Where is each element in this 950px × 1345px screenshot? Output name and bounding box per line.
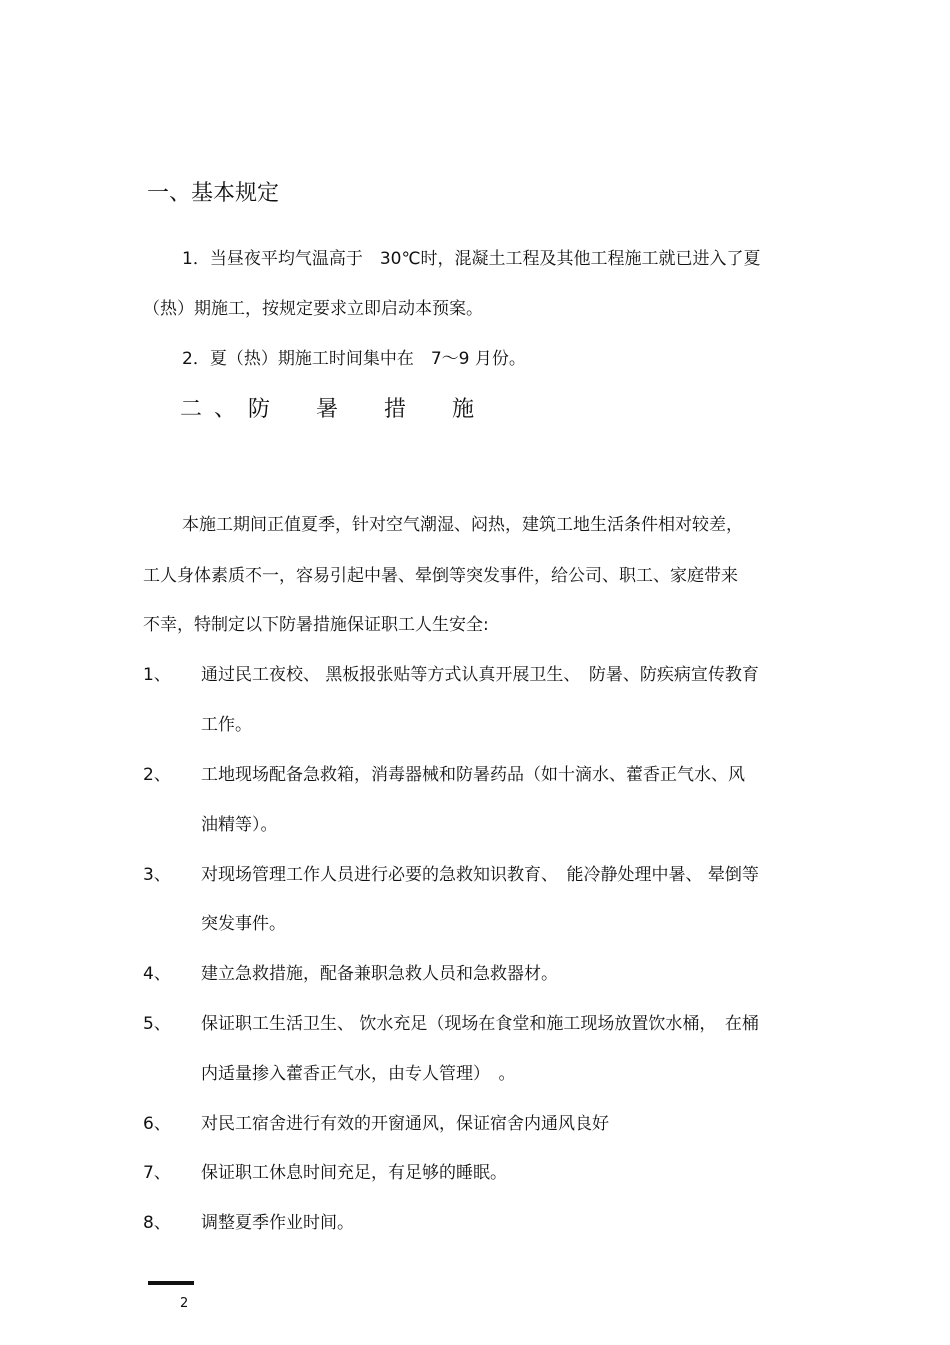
list-item-number: 1、 bbox=[143, 665, 171, 685]
section-1-paragraph-2: 2．夏（热）期施工时间集中在 7～9 月份。 bbox=[182, 349, 526, 369]
list-item-text: 保证职工生活卫生、 饮水充足（现场在食堂和施工现场放置饮水桶， 在桶 bbox=[201, 1014, 759, 1034]
list-item-number: 3、 bbox=[143, 865, 171, 885]
section-1-paragraph-1-line-2: （热）期施工，按规定要求立即启动本预案。 bbox=[143, 299, 483, 319]
list-item-number: 5、 bbox=[143, 1014, 171, 1034]
list-item-number: 8、 bbox=[143, 1213, 171, 1233]
list-item-continuation: 突发事件。 bbox=[201, 914, 286, 934]
list-item-number: 7、 bbox=[143, 1163, 171, 1183]
section-2-heading: 二、防 暑 措 施 bbox=[180, 397, 487, 422]
list-item-number: 4、 bbox=[143, 964, 171, 984]
footer-rule bbox=[148, 1281, 194, 1285]
list-item-number: 6、 bbox=[143, 1114, 171, 1134]
list-item-text: 工地现场配备急救箱，消毒器械和防暑药品（如十滴水、藿香正气水、风 bbox=[201, 765, 745, 785]
intro-line-2: 工人身体素质不一，容易引起中暑、晕倒等突发事件，给公司、职工、家庭带来 bbox=[143, 566, 738, 586]
list-item-text: 对民工宿舍进行有效的开窗通风，保证宿舍内通风良好 bbox=[201, 1114, 609, 1134]
intro-line-1: 本施工期间正值夏季，针对空气潮湿、闷热，建筑工地生活条件相对较差， bbox=[182, 515, 743, 535]
list-item-text: 建立急救措施，配备兼职急救人员和急救器材。 bbox=[201, 964, 558, 984]
list-item-text: 对现场管理工作人员进行必要的急救知识教育、 能冷静处理中暑、 晕倒等 bbox=[201, 865, 759, 885]
list-item-number: 2、 bbox=[143, 765, 171, 785]
intro-line-3: 不幸，特制定以下防暑措施保证职工人生安全: bbox=[143, 615, 489, 635]
list-item-continuation: 内适量掺入藿香正气水，由专人管理） 。 bbox=[201, 1064, 516, 1084]
list-item-text: 调整夏季作业时间。 bbox=[201, 1213, 354, 1233]
list-item-text: 保证职工休息时间充足，有足够的睡眠。 bbox=[201, 1163, 507, 1183]
list-item-continuation: 油精等）。 bbox=[201, 815, 278, 835]
list-item-text: 通过民工夜校、 黑板报张贴等方式认真开展卫生、 防暑、防疾病宣传教育 bbox=[201, 665, 759, 685]
list-item-continuation: 工作。 bbox=[201, 715, 252, 735]
section-1-heading: 一、基本规定 bbox=[147, 181, 280, 206]
page-number: 2 bbox=[180, 1296, 189, 1311]
section-1-paragraph-1-line-1: 1．当昼夜平均气温高于 30℃时，混凝土工程及其他工程施工就已进入了夏 bbox=[182, 249, 761, 269]
